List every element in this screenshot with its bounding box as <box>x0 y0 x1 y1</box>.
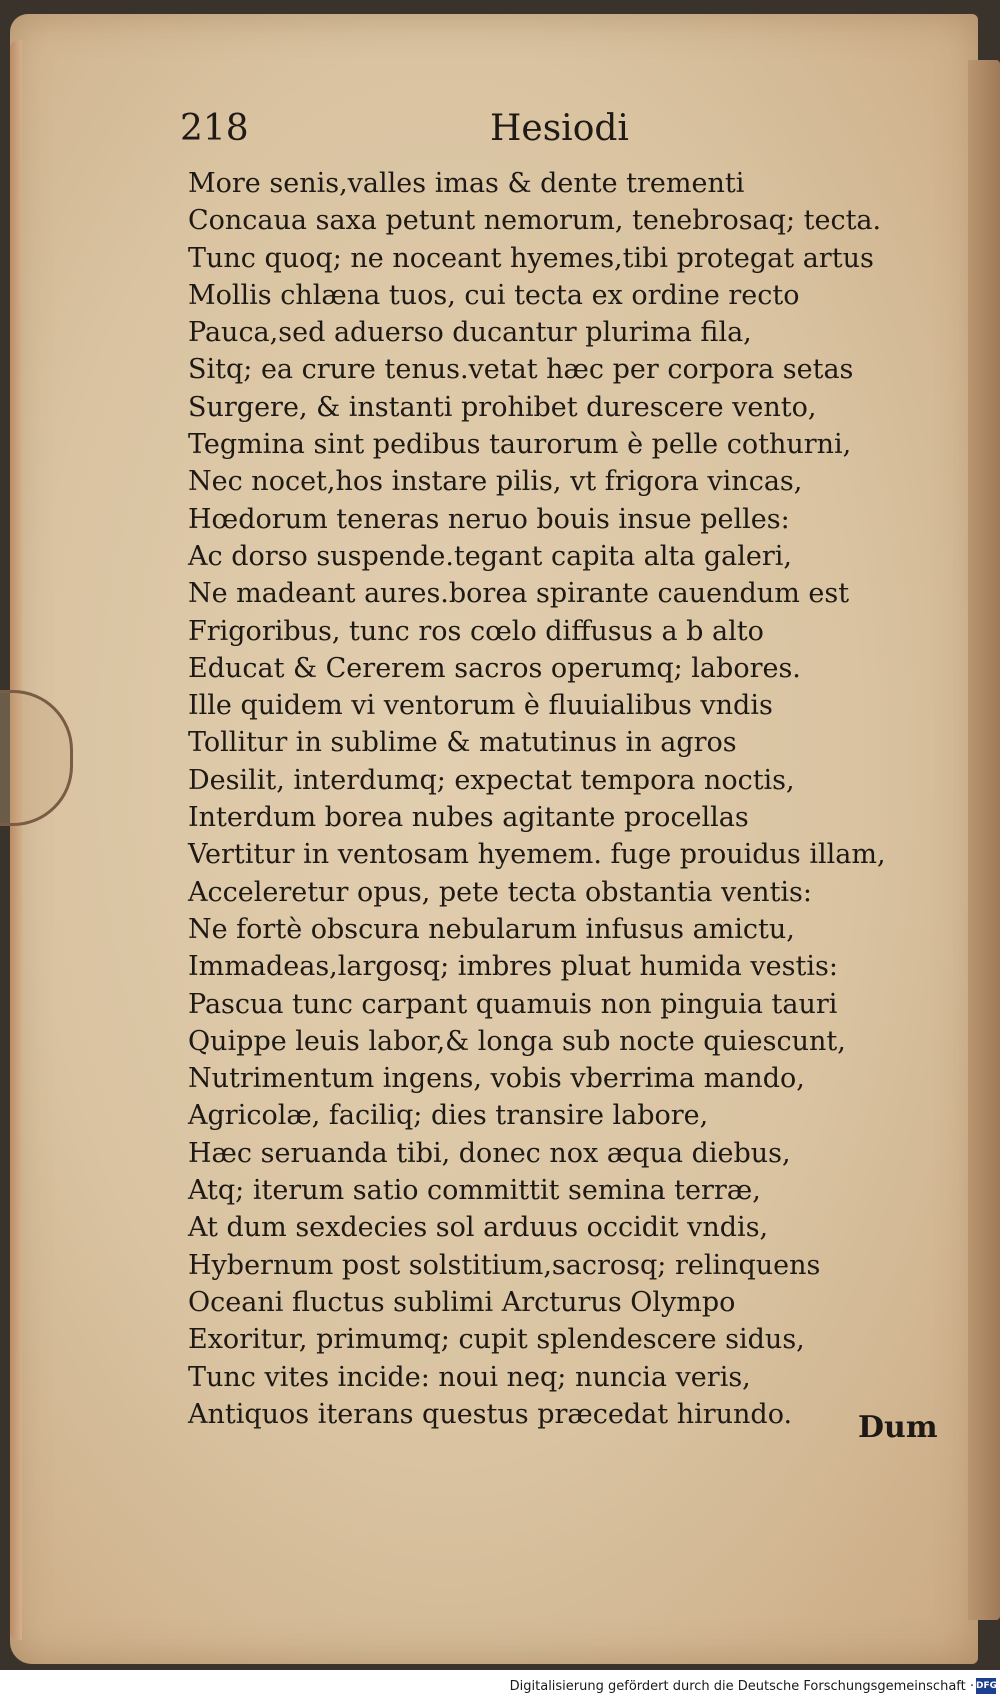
verse-line: Frigoribus, tunc ros cœlo diffusus a b alto <box>188 615 764 647</box>
verse-line: Educat & Cererem sacros operumq; labores. <box>188 652 801 684</box>
page-edge <box>10 40 22 1640</box>
verse-line: Desilit, interdumq; expectat tempora noctis, <box>188 764 795 796</box>
verse-line: Tollitur in sublime & matutinus in agros <box>188 727 737 759</box>
verse-line: Ne fortè obscura nebularum infusus amictu, <box>188 913 795 945</box>
page-header <box>180 108 660 158</box>
verse-line: Hæc seruanda tibi, donec nox æqua diebus, <box>188 1137 791 1169</box>
verse-line: Pascua tunc carpant quamuis non pinguia tauri <box>188 988 838 1020</box>
verse-line: Tunc vites incide: noui neq; nuncia veris, <box>188 1361 751 1393</box>
verse-line: Oceani fluctus sublimi Arcturus Olympo <box>188 1286 736 1318</box>
verse-line: Tunc quoq; ne noceant hyemes,tibi protegat artus <box>188 242 874 274</box>
verse-line: Ac dorso suspende.tegant capita alta galeri, <box>188 540 793 572</box>
verse-line: More senis,valles imas & dente trementi <box>188 168 745 199</box>
verse-line: Surgere, & instanti prohibet durescere vento, <box>188 391 817 423</box>
verse-line: Agricolæ, faciliq; dies transire labore, <box>188 1100 709 1132</box>
verse-line: Ne madeant aures.borea spirante cauendum est <box>188 578 850 610</box>
funding-credit: Digitalisierung gefördert durch die Deutsche Forschungsgemeinschaft · <box>509 1679 974 1694</box>
verse-line: Immadeas,largosq; imbres pluat humida vestis: <box>188 951 838 983</box>
verse-line: Hybernum post solstitium,sacrosq; relinquens <box>188 1249 821 1281</box>
verse-line: Concaua saxa petunt nemorum, tenebrosaq; tecta. <box>188 205 882 237</box>
catchword: Dum <box>858 1410 938 1445</box>
verse-line: Exoritur, primumq; cupit splendescere sidus, <box>188 1324 805 1356</box>
running-head: Hesiodi <box>490 108 629 149</box>
verse-line: Atq; iterum satio committit semina terræ, <box>188 1175 761 1207</box>
verse-line: Acceleretur opus, pete tecta obstantia ventis: <box>188 876 813 908</box>
verse-line: Vertitur in ventosam hyemem. fuge prouidus illam, <box>188 839 886 871</box>
verse-line: Tegmina sint pedibus taurorum è pelle cothurni, <box>188 429 852 461</box>
verse-text <box>188 165 928 1433</box>
dfg-logo-icon: DFG <box>976 1678 996 1694</box>
verse-line: Nutrimentum ingens, vobis vberrima mando, <box>188 1063 805 1095</box>
verse-line: Ille quidem vi ventorum è fluuialibus vndis <box>188 690 773 722</box>
verse-line: Mollis chlæna tuos, cui tecta ex ordine recto <box>188 279 800 311</box>
verse-line: Sitq; ea crure tenus.vetat hæc per corpora setas <box>188 354 854 386</box>
verse-line: Interdum borea nubes agitante procellas <box>188 802 749 834</box>
verse-line: Quippe leuis labor,& longa sub nocte quiescunt, <box>188 1025 846 1057</box>
facing-page-edge <box>968 60 1000 1620</box>
page-number: 218 <box>180 108 249 149</box>
verse-line: Hœdorum teneras neruo bouis insue pelles: <box>188 503 790 535</box>
verse-line: At dum sexdecies sol arduus occidit vndis, <box>188 1212 769 1244</box>
verse-line: Antiquos iterans questus præcedat hirundo. <box>188 1398 793 1430</box>
verse-line: Nec nocet,hos instare pilis, vt frigora vincas, <box>188 466 803 498</box>
footer-bar <box>0 1670 1000 1706</box>
verse-line: Pauca,sed aduerso ducantur plurima fila, <box>188 317 752 349</box>
